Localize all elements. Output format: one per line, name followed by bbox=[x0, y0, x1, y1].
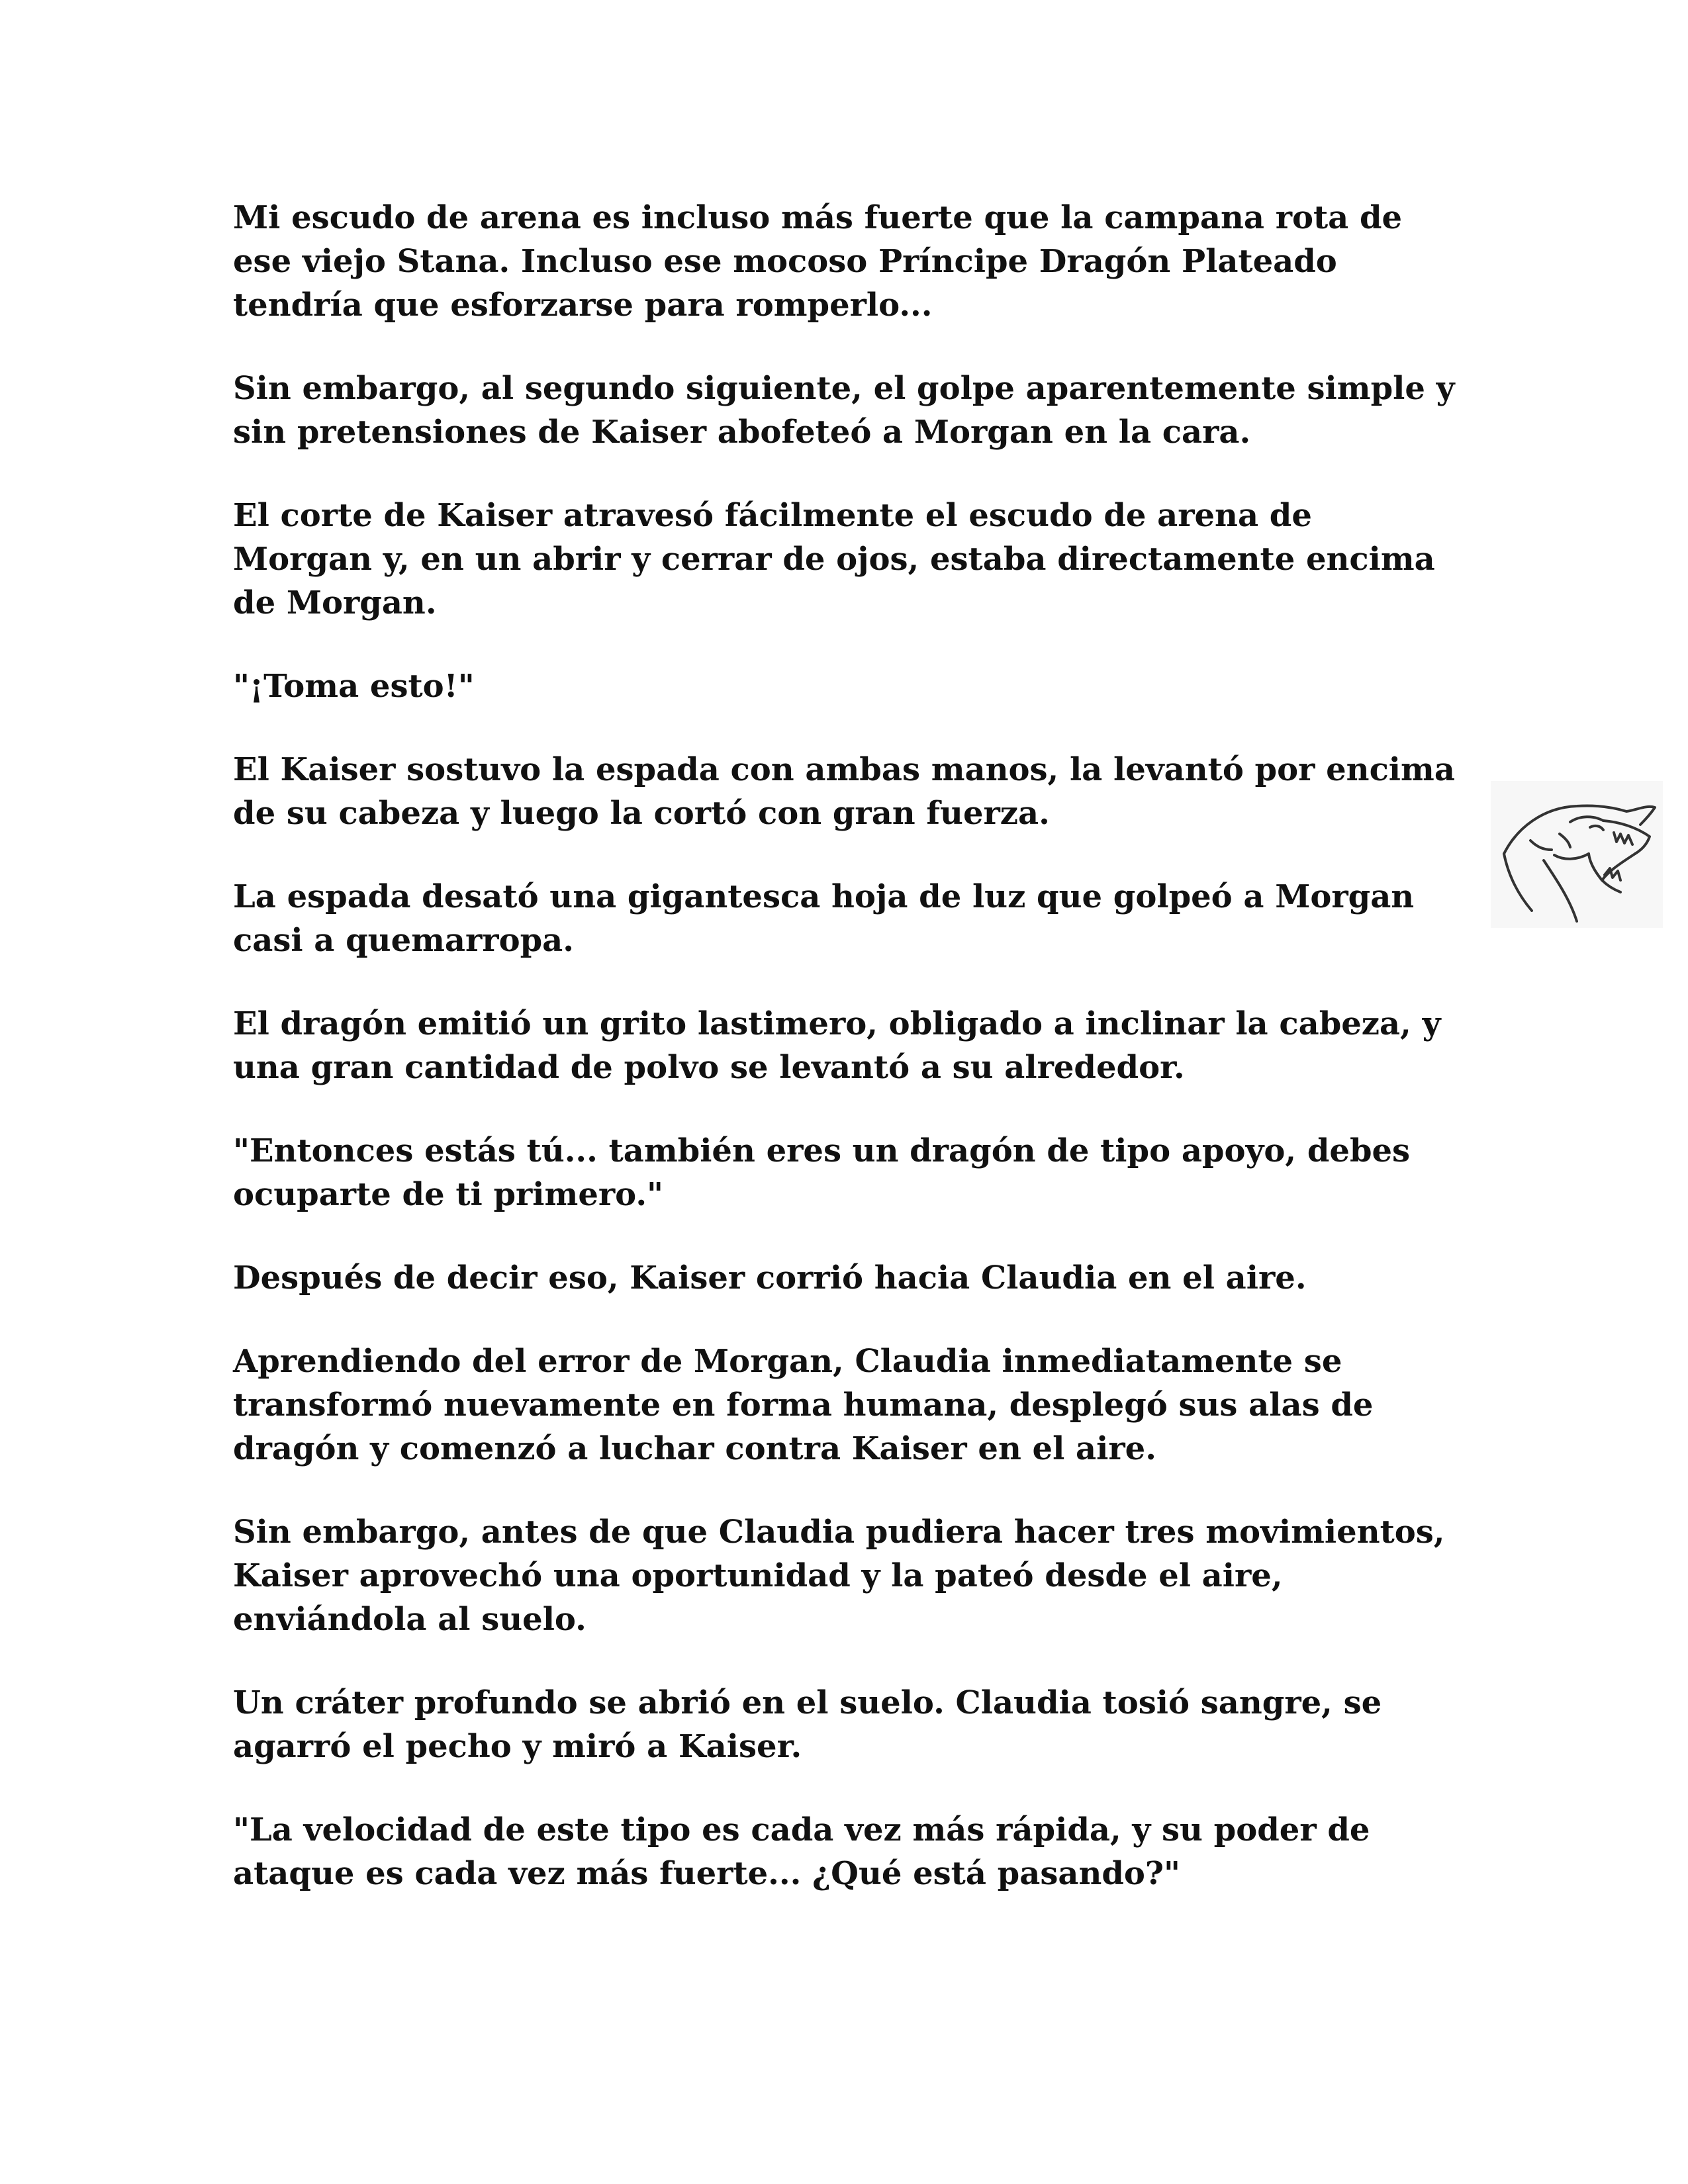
dragon-head-sketch-icon bbox=[1491, 781, 1663, 928]
paragraph: Sin embargo, antes de que Claudia pudiera hacer tres movimientos, Kaiser aprovechó una oportunidad y la pateó desde el aire, enviándola al suelo. bbox=[233, 1514, 1445, 1638]
paragraph: Sin embargo, al segundo siguiente, el golpe aparentemente simple y sin pretensiones de Kaiser abofeteó a Morgan en la cara. bbox=[233, 370, 1455, 451]
paragraph: El corte de Kaiser atravesó fácilmente el escudo de arena de Morgan y, en un abrir y cerrar de ojos, estaba directamente encima de Morgan. bbox=[233, 497, 1435, 621]
paragraph: La espada desató una gigantesca hoja de luz que golpeó a Morgan casi a quemarropa. bbox=[233, 878, 1415, 959]
body-text bbox=[233, 196, 1458, 1935]
paragraph: Después de decir eso, Kaiser corrió hacia Claudia en el aire. bbox=[233, 1259, 1307, 1297]
paragraph: "¡Toma esto!" bbox=[233, 668, 475, 705]
paragraph: "Entonces estás tú... también eres un dragón de tipo apoyo, debes ocuparte de ti primero." bbox=[233, 1132, 1411, 1213]
paragraph: Aprendiendo del error de Morgan, Claudia inmediatamente se transformó nuevamente en forma humana, desplegó sus alas de dragón y comenzó a luchar contra Kaiser en el aire. bbox=[233, 1343, 1374, 1467]
paragraph: "La velocidad de este tipo es cada vez más rápida, y su poder de ataque es cada vez más fuerte... ¿Qué está pasando?" bbox=[233, 1811, 1370, 1892]
paragraph: El dragón emitió un grito lastimero, obligado a inclinar la cabeza, y una gran cantidad de polvo se levantó a su alrededor. bbox=[233, 1005, 1441, 1086]
paragraph: El Kaiser sostuvo la espada con ambas manos, la levantó por encima de su cabeza y luego la cortó con gran fuerza. bbox=[233, 751, 1455, 832]
paragraph: Mi escudo de arena es incluso más fuerte que la campana rota de ese viejo Stana. Incluso ese mocoso Príncipe Dragón Plateado tendría que esforzarse para romperlo... bbox=[233, 199, 1403, 324]
paragraph: Un cráter profundo se abrió en el suelo. Claudia tosió sangre, se agarró el pecho y miró a Kaiser. bbox=[233, 1684, 1382, 1765]
